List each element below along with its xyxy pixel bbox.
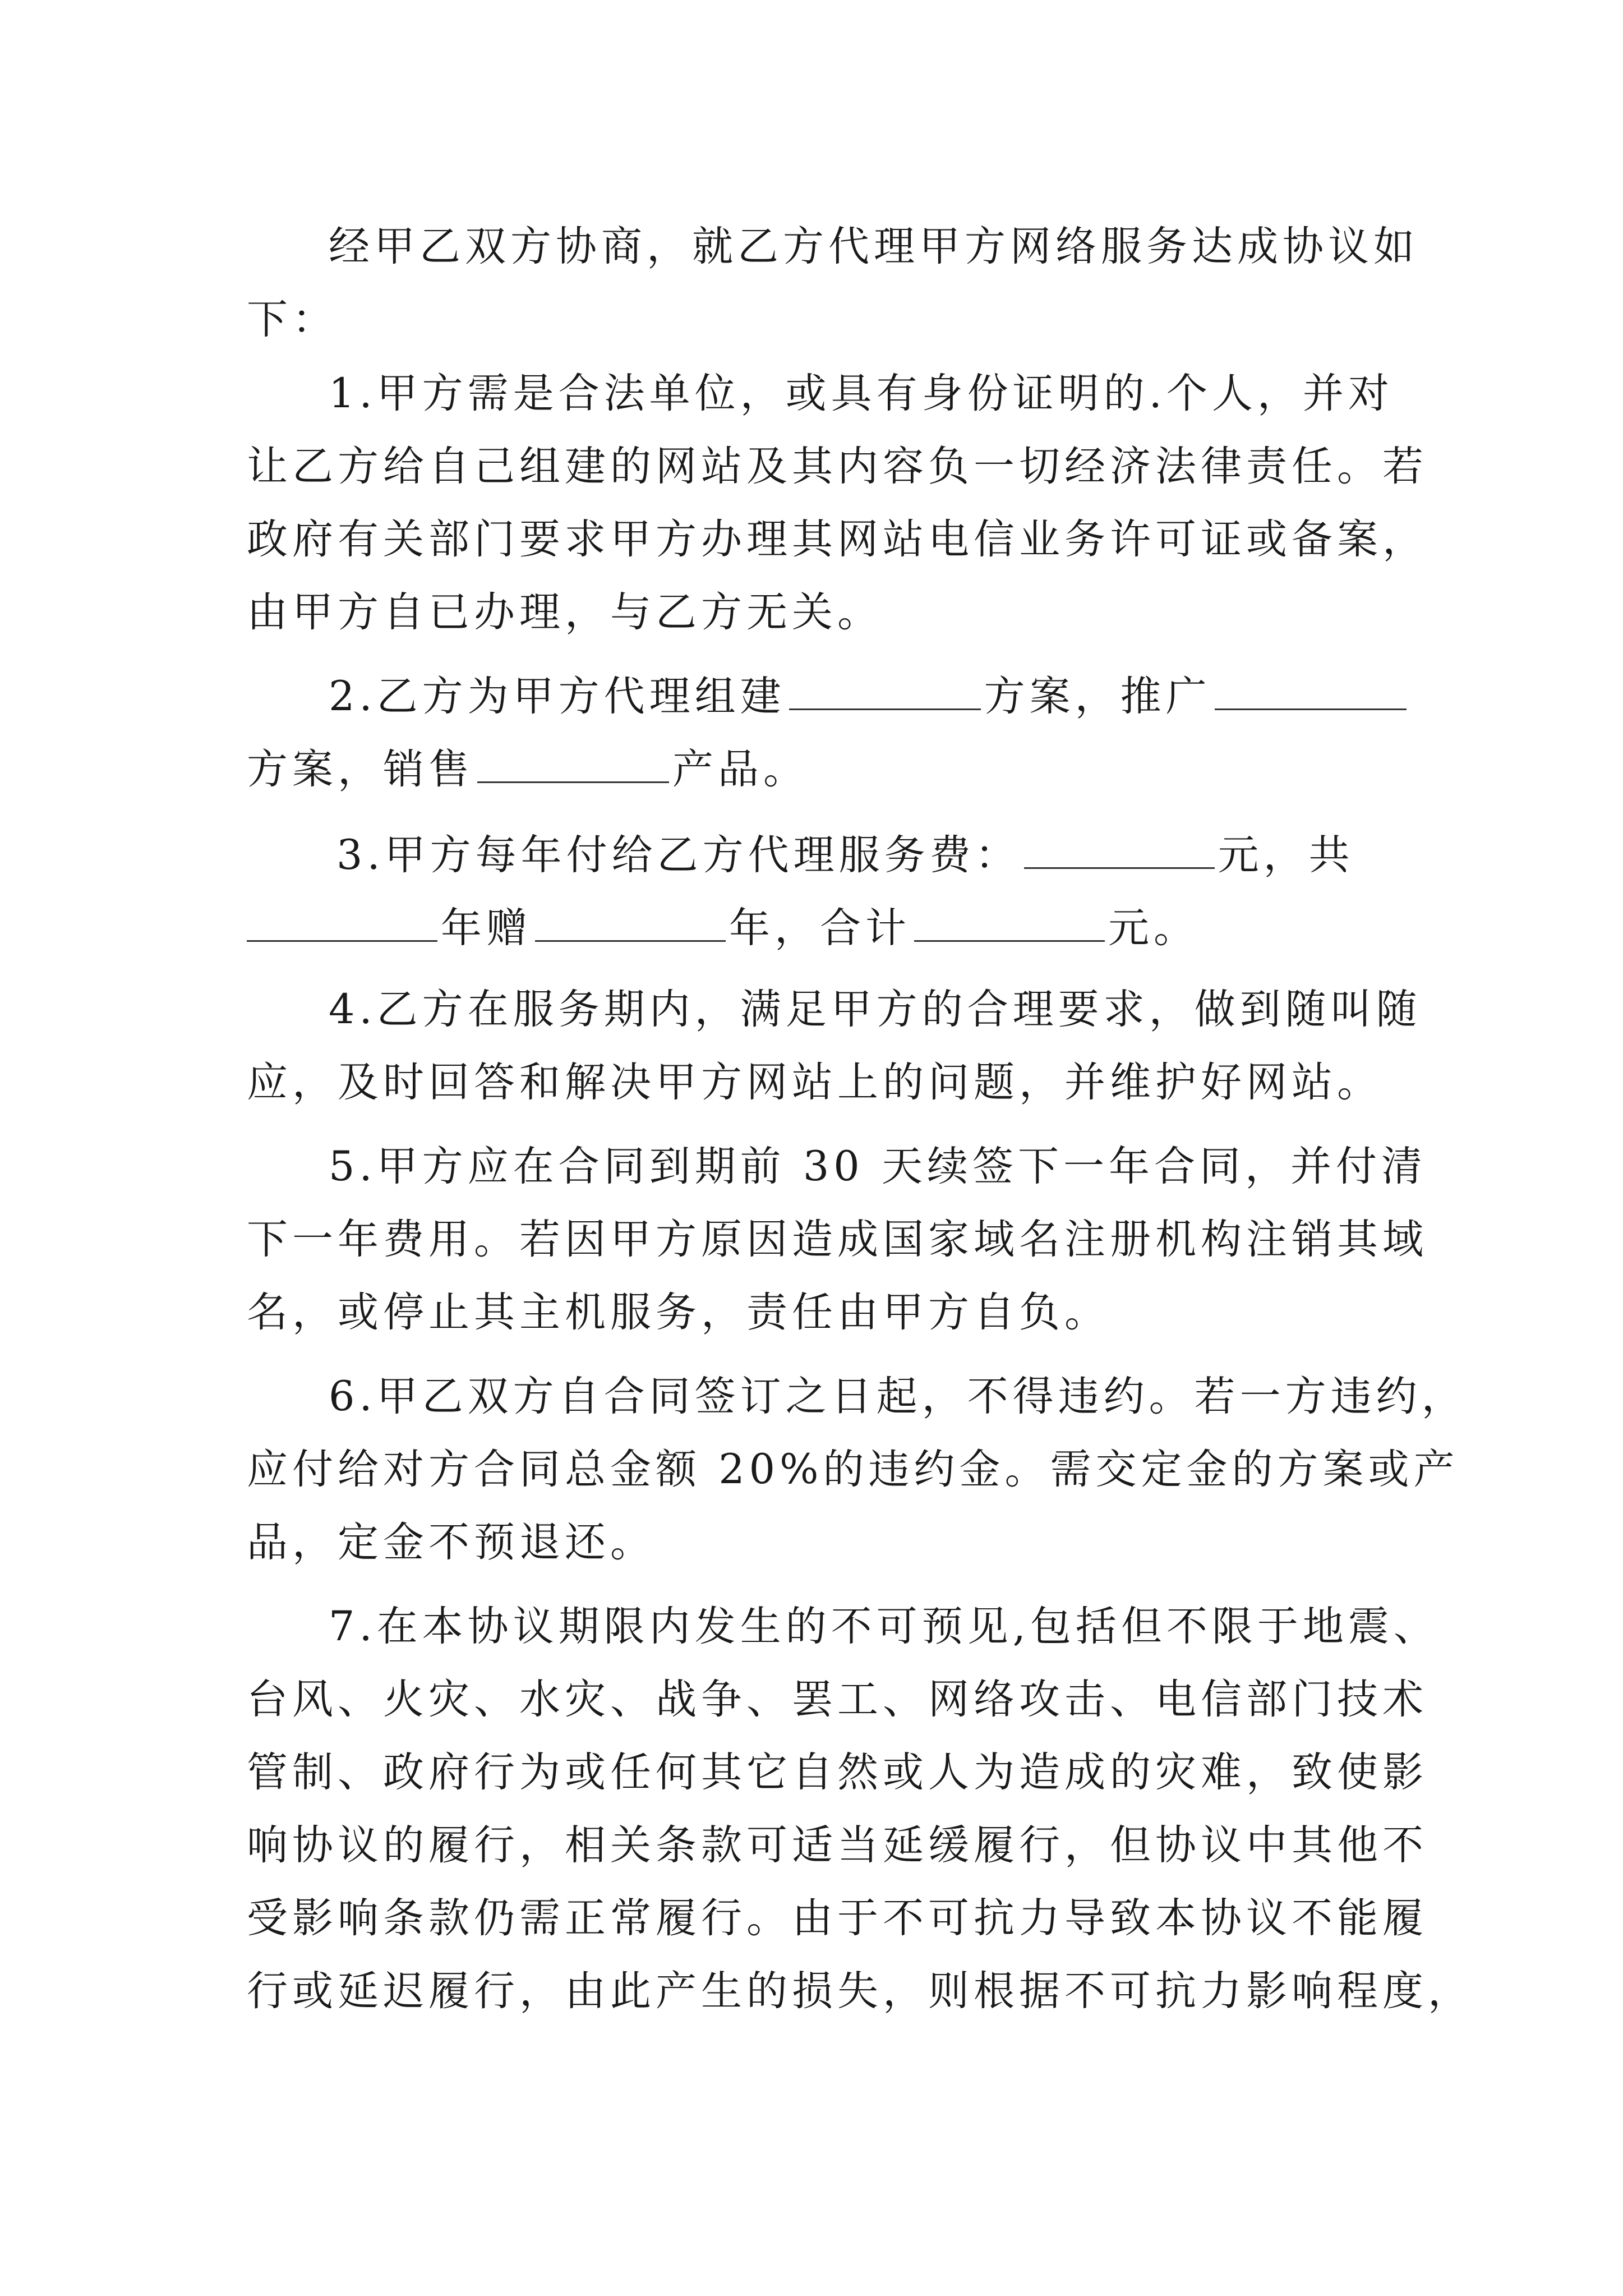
clause-2-text-4: 产品。 (672, 746, 809, 793)
blank-years[interactable] (247, 896, 437, 942)
clause-1-line-3: 政府有关部门要求甲方办理其网站电信业务许可证或备案， (247, 516, 1428, 563)
intro-line-2: 下： (247, 296, 338, 343)
blank-annual-fee[interactable] (1024, 823, 1215, 869)
clause-6-line-1: 6.甲乙双方自合同签订之日起，不得违约。若一方违约， (329, 1373, 1467, 1420)
clause-5-line-3: 名，或停止其主机服务，责任由甲方自负。 (247, 1289, 1110, 1336)
clause-7-line-2: 台风、火灾、水灾、战争、罢工、网络攻击、电信部门技术 (247, 1676, 1428, 1723)
intro-line-1: 经甲乙双方协商，就乙方代理甲方网络服务达成协议如 (329, 223, 1419, 270)
clause-1-line-1: 1.甲方需是合法单位，或具有身份证明的.个人，并对 (329, 370, 1394, 417)
clause-1-line-2: 让乙方给自己组建的网站及其内容负一切经济法律责任。若 (247, 443, 1428, 490)
blank-promotion-plan[interactable] (1215, 665, 1407, 710)
clause-3-text-5: 元。 (1108, 904, 1199, 952)
clause-4-line-1: 4.乙方在服务期内，满足甲方的合理要求，做到随叫随 (329, 986, 1422, 1033)
clause-7-line-3: 管制、政府行为或任何其它自然或人为造成的灾难，致使影 (247, 1749, 1428, 1796)
blank-total-amount[interactable] (914, 896, 1105, 942)
blank-sales-product[interactable] (477, 738, 669, 783)
clause-2-text-1: 2.乙方为甲方代理组建 (329, 673, 786, 720)
clause-5-line-1: 5.甲方应在合同到期前 30 天续签下一年合同，并付清 (329, 1143, 1427, 1190)
clause-3-text-1: 3.甲方每年付给乙方代理服务费： (336, 831, 1021, 879)
clause-3-line-2 (247, 896, 1199, 956)
clause-1-line-4: 由甲方自已办理，与乙方无关。 (247, 588, 883, 636)
clause-6-line-2: 应付给对方合同总金额 20%的违约金。需交定金的方案或产 (247, 1446, 1459, 1493)
clause-2-line-2 (247, 738, 809, 798)
clause-2-line-1 (329, 665, 1410, 725)
clause-3-text-3: 年赠 (441, 904, 532, 952)
blank-build-plan[interactable] (789, 665, 981, 710)
clause-2-text-3: 方案，销售 (247, 746, 474, 793)
clause-2-text-2: 方案，推广 (984, 673, 1211, 720)
clause-4-line-2: 应，及时回答和解决甲方网站上的问题，并维护好网站。 (247, 1059, 1382, 1106)
clause-3-text-4: 年，合计 (729, 904, 911, 952)
clause-3-text-2: 元，共 (1218, 831, 1354, 879)
blank-bonus-years[interactable] (535, 896, 726, 942)
clause-7-line-5: 受影响条款仍需正常履行。由于不可抗力导致本协议不能履 (247, 1894, 1428, 1942)
clause-7-line-4: 响协议的履行，相关条款可适当延缓履行，但协议中其他不 (247, 1821, 1428, 1869)
clause-3-line-1 (336, 823, 1354, 884)
clause-5-line-2: 下一年费用。若因甲方原因造成国家域名注册机构注销其域 (247, 1216, 1428, 1263)
clause-6-line-3: 品，定金不预退还。 (247, 1519, 656, 1566)
clause-7-line-6: 行或延迟履行，由此产生的损失，则根据不可抗力影响程度， (247, 1967, 1473, 2015)
clause-7-line-1: 7.在本协议期限内发生的不可预见,包括但不限于地震、 (329, 1603, 1439, 1650)
